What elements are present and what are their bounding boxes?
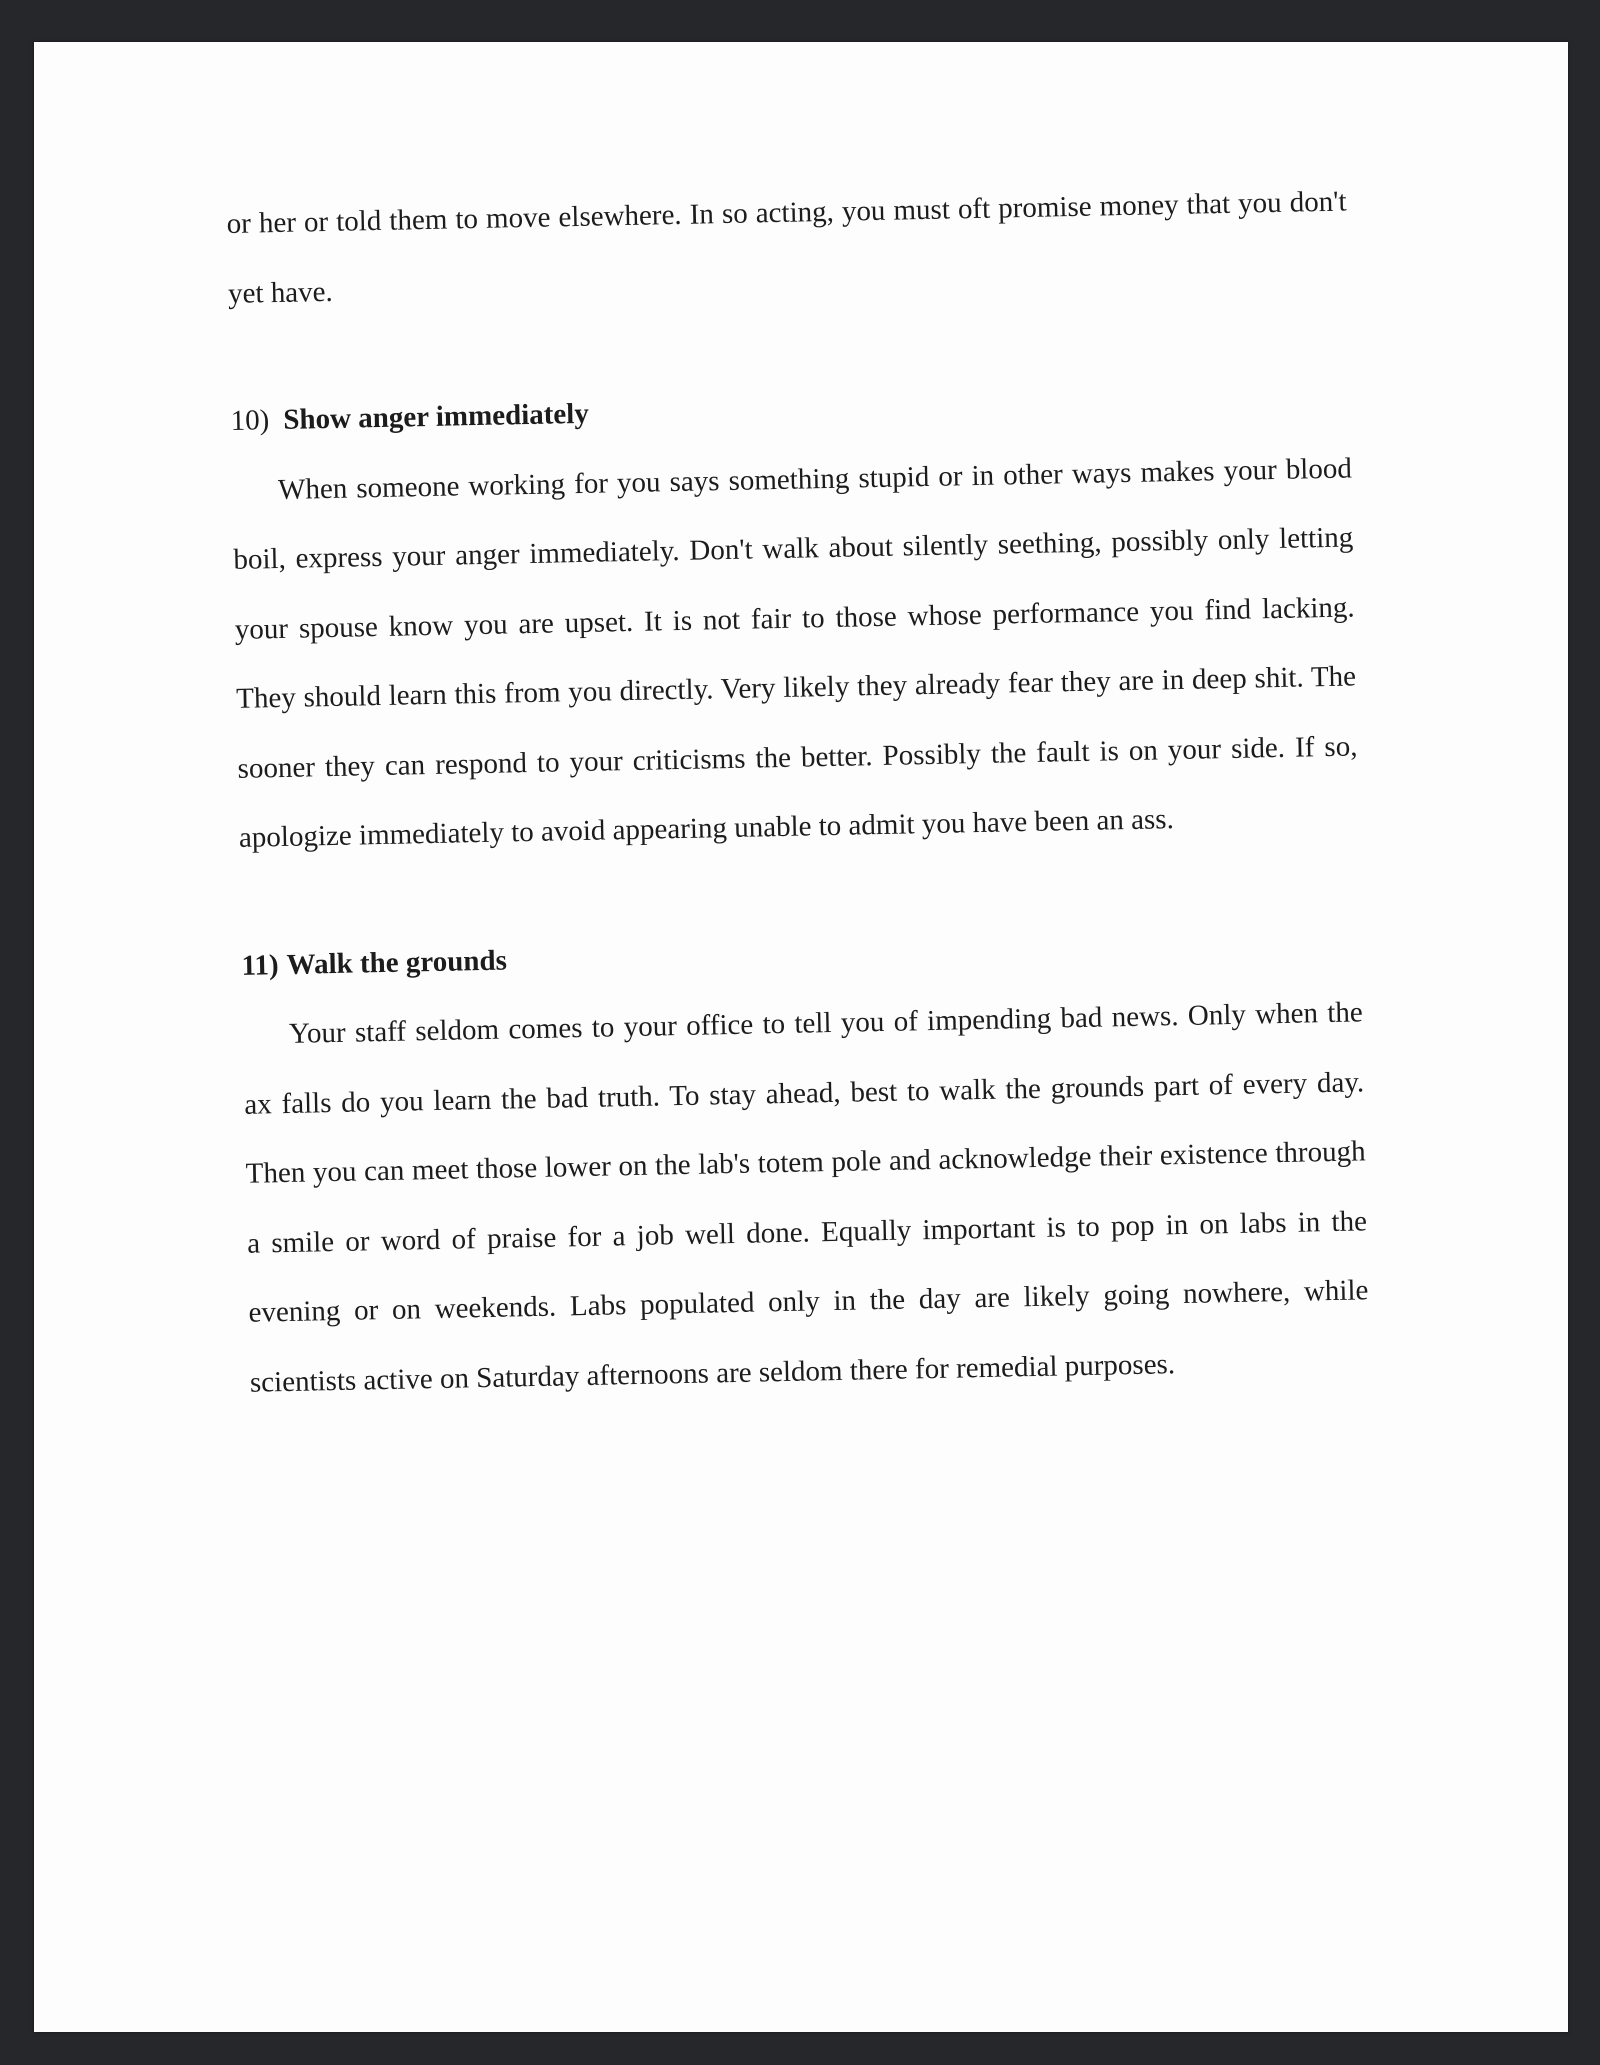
section-11-title: Walk the grounds [286, 944, 508, 981]
page-text-block [226, 168, 1370, 1418]
section-10-number: 10) [230, 404, 270, 437]
section-11-number: 11) [241, 948, 279, 982]
section-11-body: Your staff seldom comes to your office to tell you of impending bad news. Only when the ax falls do you learn the bad truth. To stay ahead, best to walk the grounds part of every day. Then you can meet those lower on the lab's totem pole and acknowledge their existence through a smile or word of praise for a job well done. Equally important is to pop in on labs in the evening or on weekends. Labs populated only in the day are likely going nowhere, while scientists active on Saturday afternoons are seldom there for remedial purposes. [244, 996, 1369, 1399]
section-10-title: Show anger immediately [282, 397, 590, 436]
continuation-paragraph: or her or told them to move elsewhere. In so acting, you must oft promise money that you don't yet have. [226, 185, 1347, 310]
section-10-body: When someone working for you says something stupid or in other ways makes your blood boil, express your anger immediately. Don't walk about silently seething, possibly only letting your spouse know you are upset. It is not fair to those whose performance you find lacking. They should learn this from you directly. Very likely they already fear they are in deep shit. The sooner they can respond to your criticisms the better. Possibly the fault is on your side. If so, apologize immediately to avoid appearing unable to admit you have been an ass. [233, 451, 1358, 854]
document-page [34, 42, 1568, 2032]
